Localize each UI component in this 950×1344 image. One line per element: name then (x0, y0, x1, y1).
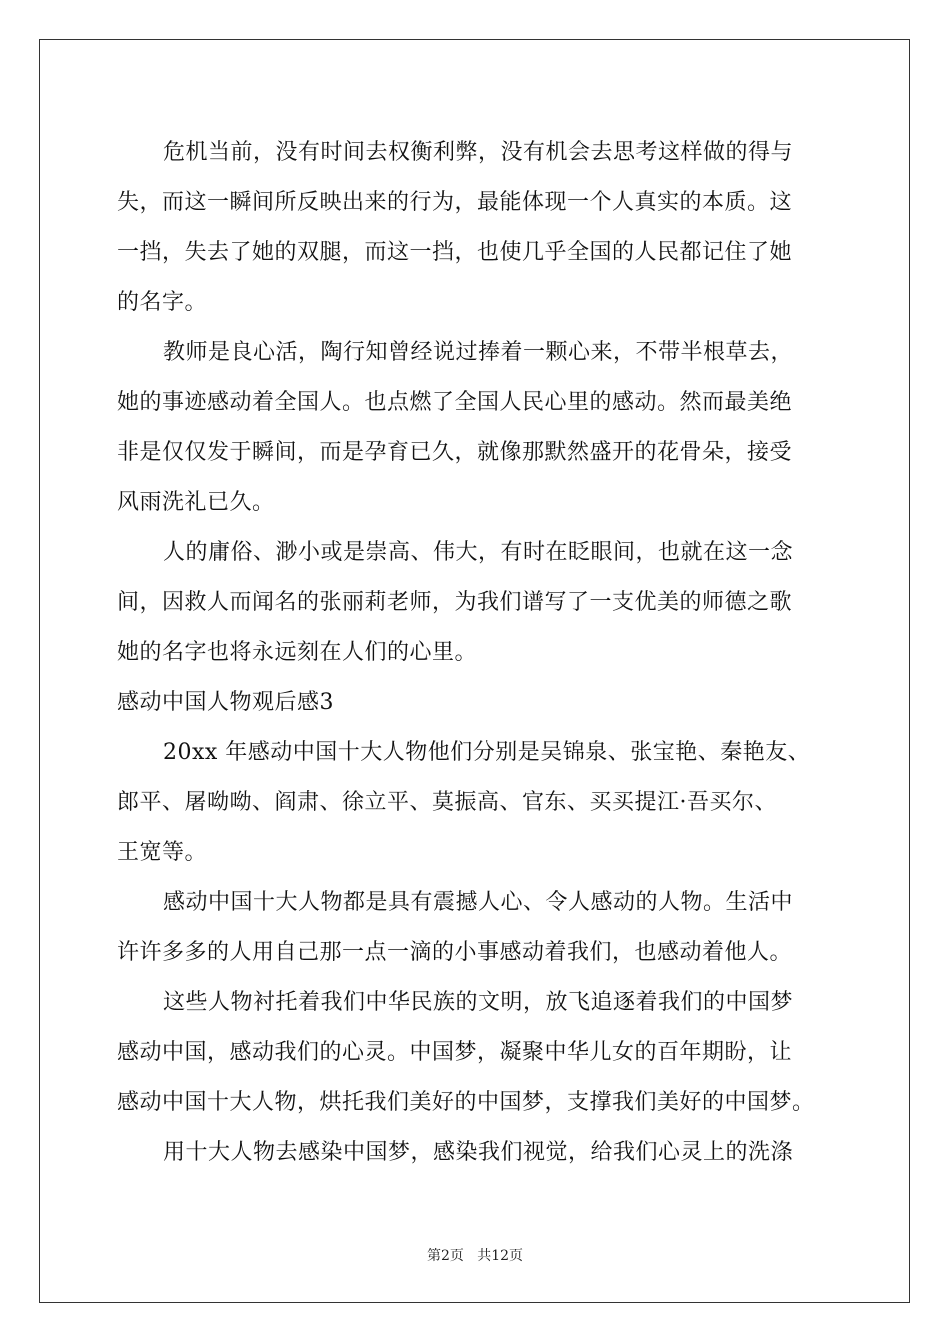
text-line: 感动中国十大人物，烘托我们美好的中国梦，支撑我们美好的中国梦。 (117, 1090, 815, 1115)
text-line: 教师是良心活，陶行知曾经说过捧着一颗心来，不带半根草去， (163, 340, 794, 365)
text-line: 间，因救人而闻名的张丽莉老师，为我们谱写了一支优美的师德之歌 (117, 590, 793, 615)
page-footer: 第2页 共12页 (426, 1248, 524, 1264)
text-line: 王宽等。 (117, 840, 208, 865)
text-line: 一挡，失去了她的双腿，而这一挡，也使几乎全国的人民都记住了她 (117, 240, 793, 265)
text-line: 许许多多的人用自己那一点一滴的小事感动着我们，也感动着他人。 (117, 940, 793, 965)
text-line: 风雨洗礼已久。 (117, 490, 275, 515)
text-line: 20xx 年感动中国十大人物他们分别是吴锦泉、张宝艳、秦艳友、 (163, 740, 811, 765)
text-line: 用十大人物去感染中国梦，感染我们视觉，给我们心灵上的洗涤 (163, 1140, 794, 1165)
text-line: 失，而这一瞬间所反映出来的行为，最能体现一个人真实的本质。这 (117, 190, 793, 215)
text-line: 非是仅仅发于瞬间，而是孕育已久，就像那默然盛开的花骨朵，接受 (117, 440, 793, 465)
text-line: 她的名字也将永远刻在人们的心里。 (117, 640, 478, 665)
text-line: 郎平、屠呦呦、阎肃、徐立平、莫振高、官东、买买提江·吾买尔、 (117, 790, 777, 815)
text-line: 危机当前，没有时间去权衡利弊，没有机会去思考这样做的得与 (163, 140, 794, 165)
text-line: 人的庸俗、渺小或是崇高、伟大，有时在眨眼间，也就在这一念 (163, 540, 794, 565)
text-line: 感动中国，感动我们的心灵。中国梦，凝聚中华儿女的百年期盼，让 (117, 1040, 793, 1065)
text-line: 她的事迹感动着全国人。也点燃了全国人民心里的感动。然而最美绝 (117, 390, 793, 415)
text-line: 这些人物衬托着我们中华民族的文明，放飞追逐着我们的中国梦 (163, 990, 794, 1015)
text-line: 的名字。 (117, 290, 208, 315)
text-line: 感动中国十大人物都是具有震撼人心、令人感动的人物。生活中 (163, 890, 794, 915)
document-body (117, 128, 857, 1178)
section-heading: 感动中国人物观后感3 (117, 690, 334, 715)
